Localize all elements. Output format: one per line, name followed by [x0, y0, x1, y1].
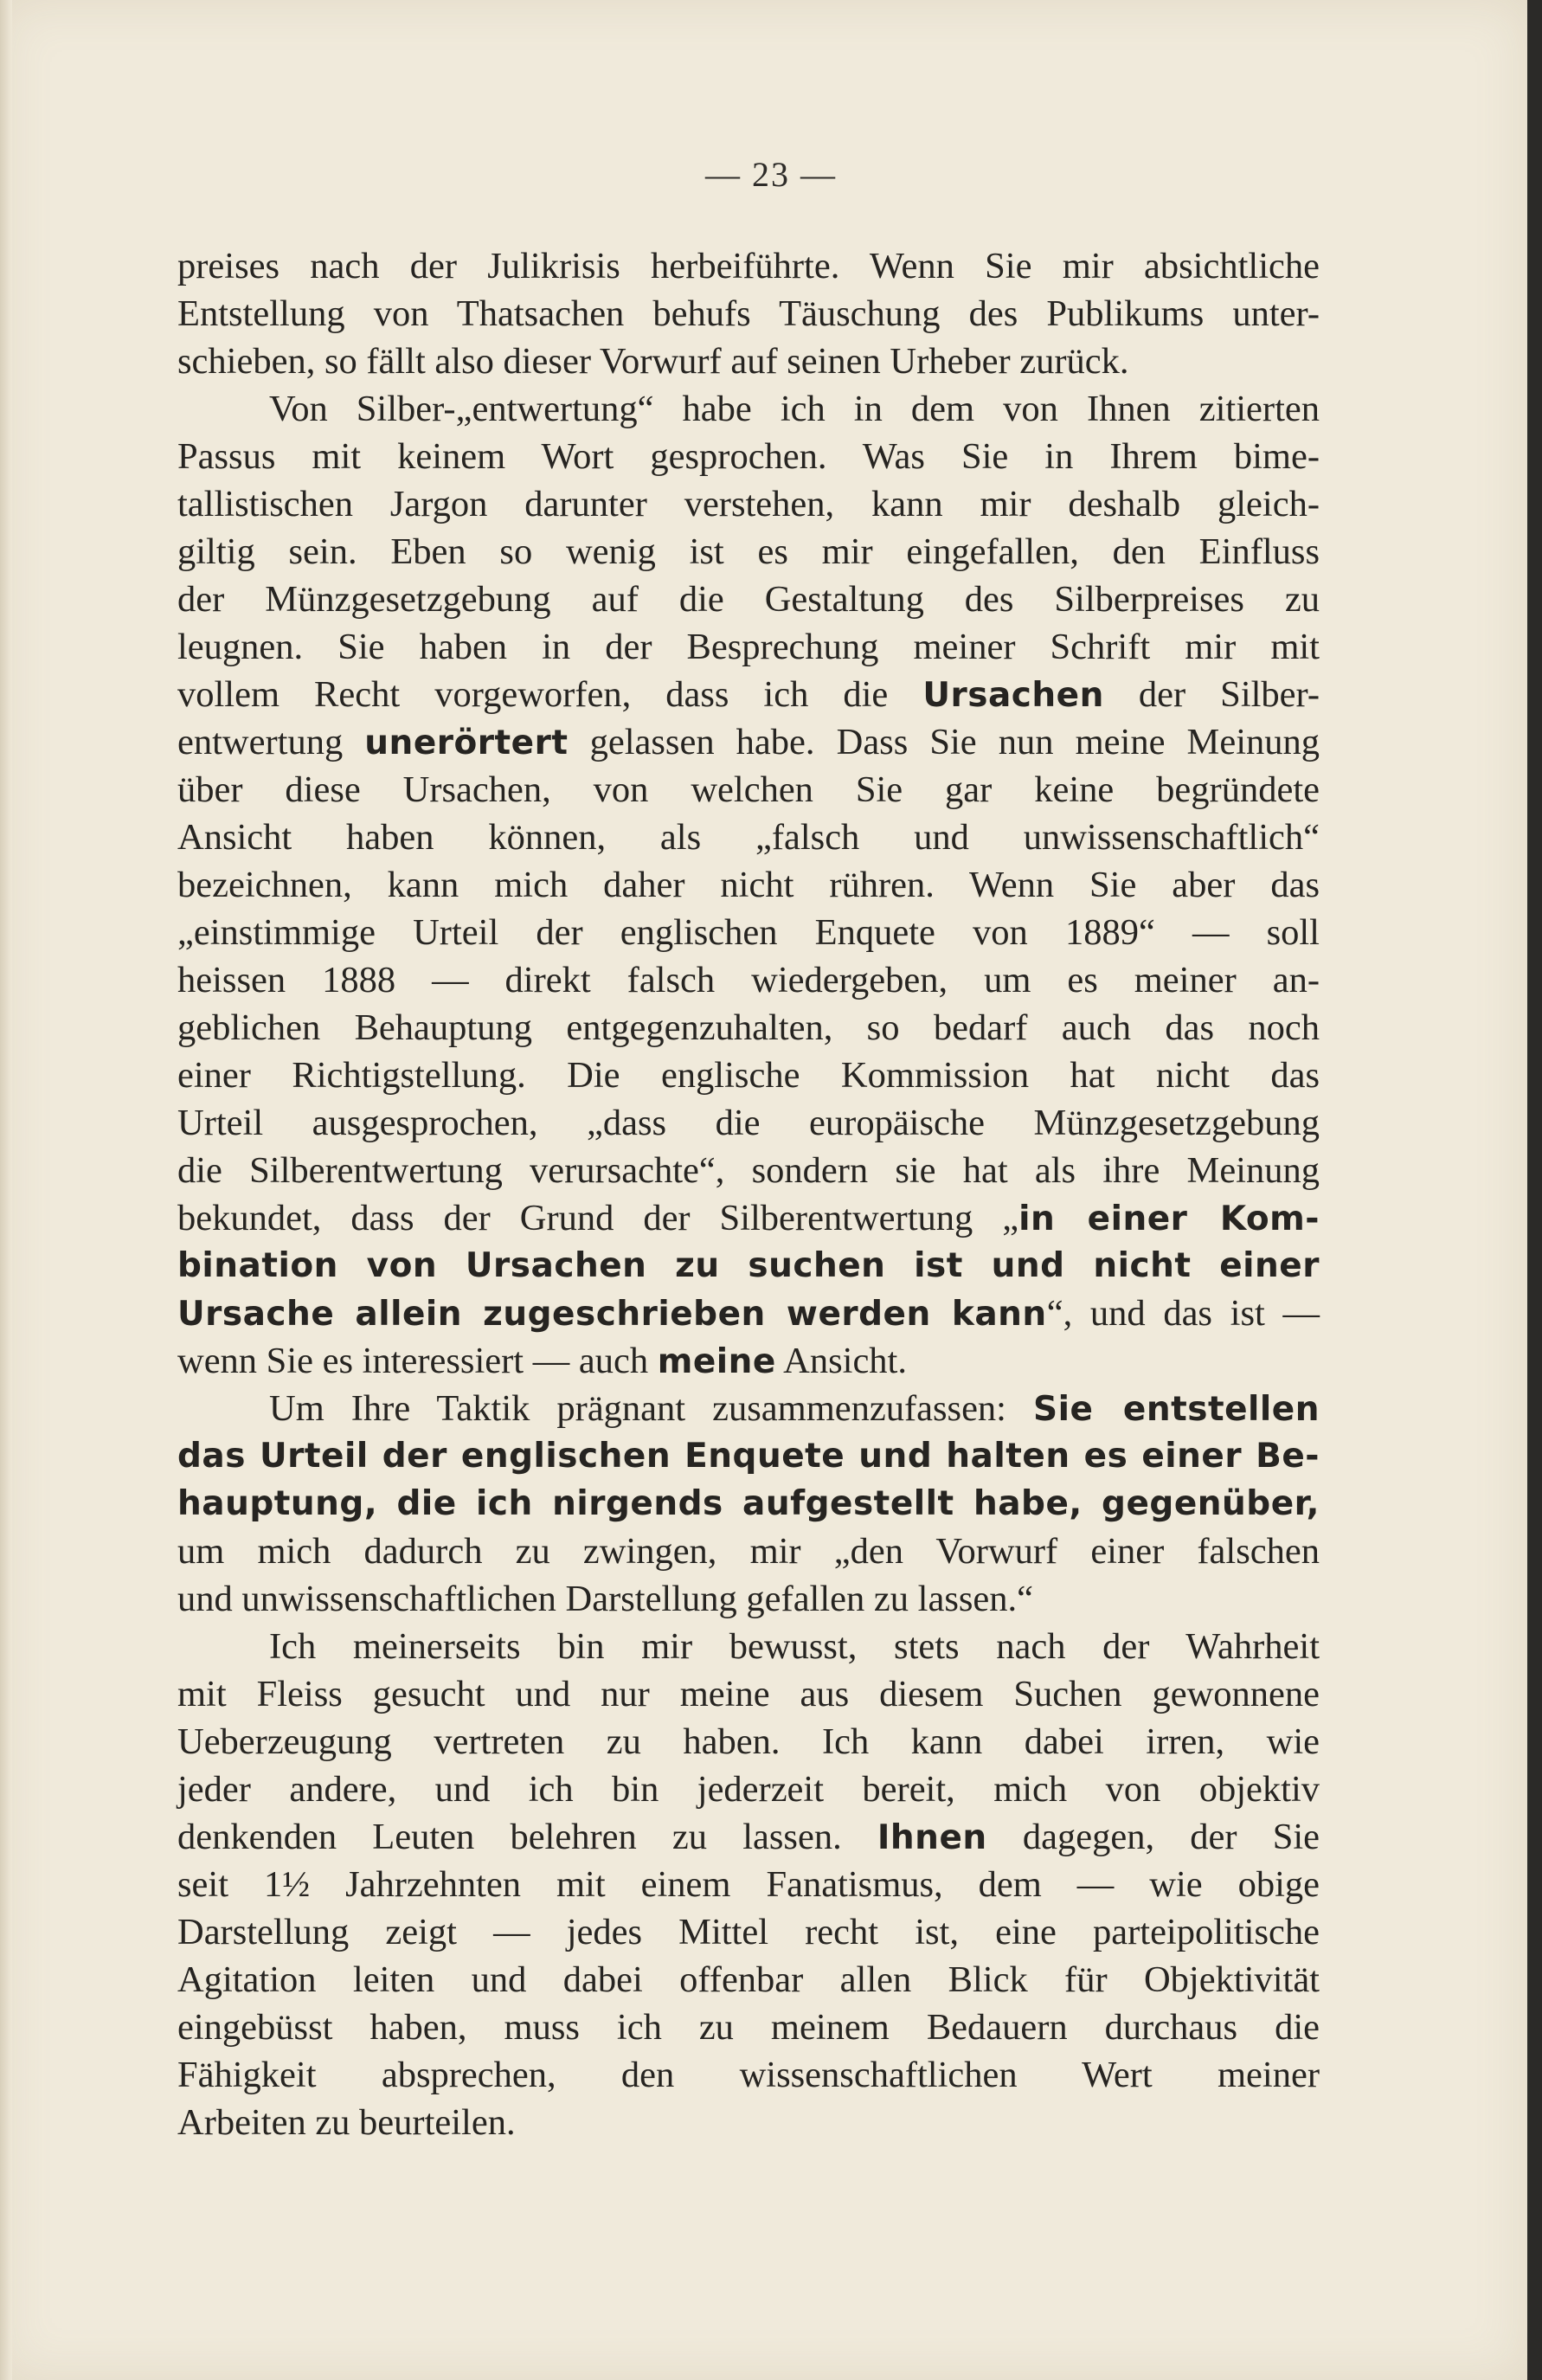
text-line: Darstellung zeigt — jedes Mittel recht ist, eine parteipolitische [177, 1912, 1320, 1952]
text-run: gelassen habe. Dass Sie nun meine Meinung [589, 722, 1320, 762]
text-line: schieben, so fällt also dieser Vorwurf auf seinen Urheber zurück. [177, 341, 1129, 382]
text-line: und unwissenschaftlichen Darstellung gefallen zu lassen.“ [177, 1579, 1033, 1619]
text-line: um mich dadurch zu zwingen, mir „den Vorwurf einer falschen [177, 1531, 1320, 1572]
text-line: Von Silber-„entwertung“ habe ich in dem von Ihnen zitierten [269, 389, 1320, 429]
text-line: leugnen. Sie haben in der Besprechung meiner Schrift mir mit [177, 627, 1320, 667]
text-line [177, 671, 1320, 718]
text-run: denkenden Leuten belehren zu lassen. [177, 1817, 842, 1857]
text-line: Arbeiten zu beurteilen. [177, 2102, 516, 2143]
text-line: Passus mit keinem Wort gesprochen. Was Sie in Ihrem bime- [177, 436, 1320, 477]
text-line: Ueberzeugung vertreten zu haben. Ich kann dabei irren, wie [177, 1721, 1320, 1762]
emphasis-line: das Urteil der englischen Enquete und halten es einer Be- [177, 1437, 1320, 1476]
text-run: vollem Recht vorgeworfen, dass ich die [177, 674, 889, 715]
text-run: wenn Sie es interessiert — auch [177, 1341, 649, 1381]
emphasis-text: in einer Kom- [1018, 1200, 1320, 1238]
text-line: jeder andere, und ich bin jederzeit bereit, mich von objektiv [177, 1769, 1320, 1810]
text-line [177, 1385, 1320, 1432]
emphasis-text: Ursachen [922, 676, 1104, 715]
text-line: Entstellung von Thatsachen behufs Täuschung des Publikums unter- [177, 293, 1320, 334]
text-line [177, 1337, 1320, 1385]
text-line: „einstimmige Urteil der englischen Enquete von 1889“ — soll [177, 912, 1320, 953]
text-line: geblichen Behauptung entgegenzuhalten, so bedarf auch das noch [177, 1007, 1320, 1048]
text-run: Ansicht. [783, 1341, 907, 1381]
text-line [177, 718, 1320, 766]
text-line: der Münzgesetzgebung auf die Gestaltung des Silberpreises zu [177, 579, 1320, 620]
text-line: eingebüsst haben, muss ich zu meinem Bedauern durchaus die [177, 2007, 1320, 2048]
text-line: preises nach der Julikrisis herbeiführte. Wenn Sie mir absichtliche [177, 246, 1320, 286]
text-line: Ansicht haben können, als „falsch und unwissenschaftlich“ [177, 817, 1320, 858]
page-number: — 23 — [705, 155, 837, 194]
text-line: heissen 1888 — direkt falsch wiedergeben, um es meiner an- [177, 960, 1320, 1000]
text-line: seit 1½ Jahrzehnten mit einem Fanatismus, dem — wie obige [177, 1864, 1320, 1905]
text-line: mit Fleiss gesucht und nur meine aus diesem Suchen gewonnene [177, 1674, 1320, 1714]
text-line: Fähigkeit absprechen, den wissenschaftlichen Wert meiner [177, 2055, 1320, 2095]
page-gutter [0, 0, 12, 2380]
text-line: giltig sein. Eben so wenig ist es mir eingefallen, den Einfluss [177, 531, 1320, 572]
text-run: der Silber- [1138, 674, 1320, 715]
text-line [177, 1194, 1320, 1242]
text-line: Agitation leiten und dabei offenbar allen Blick für Objektivität [177, 1959, 1320, 2000]
emphasis-line: hauptung, die ich nirgends aufgestellt habe, gegenüber, [177, 1484, 1320, 1523]
text-line: tallistischen Jargon darunter verstehen, kann mir deshalb gleich- [177, 484, 1320, 524]
text-run: “, und das ist — [1046, 1293, 1320, 1334]
text-line: bezeichnen, kann mich daher nicht rühren. Wenn Sie aber das [177, 865, 1320, 905]
text-run: dagegen, der Sie [1022, 1817, 1320, 1857]
text-line [177, 1813, 1320, 1861]
emphasis-text: meine [657, 1342, 776, 1381]
text-line: einer Richtigstellung. Die englische Kommission hat nicht das [177, 1055, 1320, 1096]
text-run: entwertung [177, 722, 344, 762]
emphasis-text: Sie entstellen [1033, 1390, 1320, 1429]
text-line: die Silberentwertung verursachte“, sondern sie hat als ihre Meinung [177, 1150, 1320, 1191]
emphasis-text: Ihnen [877, 1818, 987, 1857]
text-line: Ich meinerseits bin mir bewusst, stets nach der Wahrheit [269, 1626, 1320, 1667]
emphasis-line: bination von Ursachen zu suchen ist und nicht einer [177, 1246, 1320, 1285]
text-line [177, 1290, 1320, 1337]
emphasis-text: Ursache allein zugeschrieben werden kann [177, 1295, 1047, 1334]
text-line: über diese Ursachen, von welchen Sie gar keine begründete [177, 769, 1320, 810]
text-run: bekundet, dass der Grund der Silberentwertung „ [177, 1198, 1019, 1238]
emphasis-text: unerörtert [364, 724, 569, 762]
text-run: Um Ihre Taktik prägnant zusammenzufassen: [269, 1388, 1006, 1429]
body-text [177, 242, 1320, 2146]
text-line: Urteil ausgesprochen, „dass die europäische Münzgesetzgebung [177, 1103, 1320, 1143]
